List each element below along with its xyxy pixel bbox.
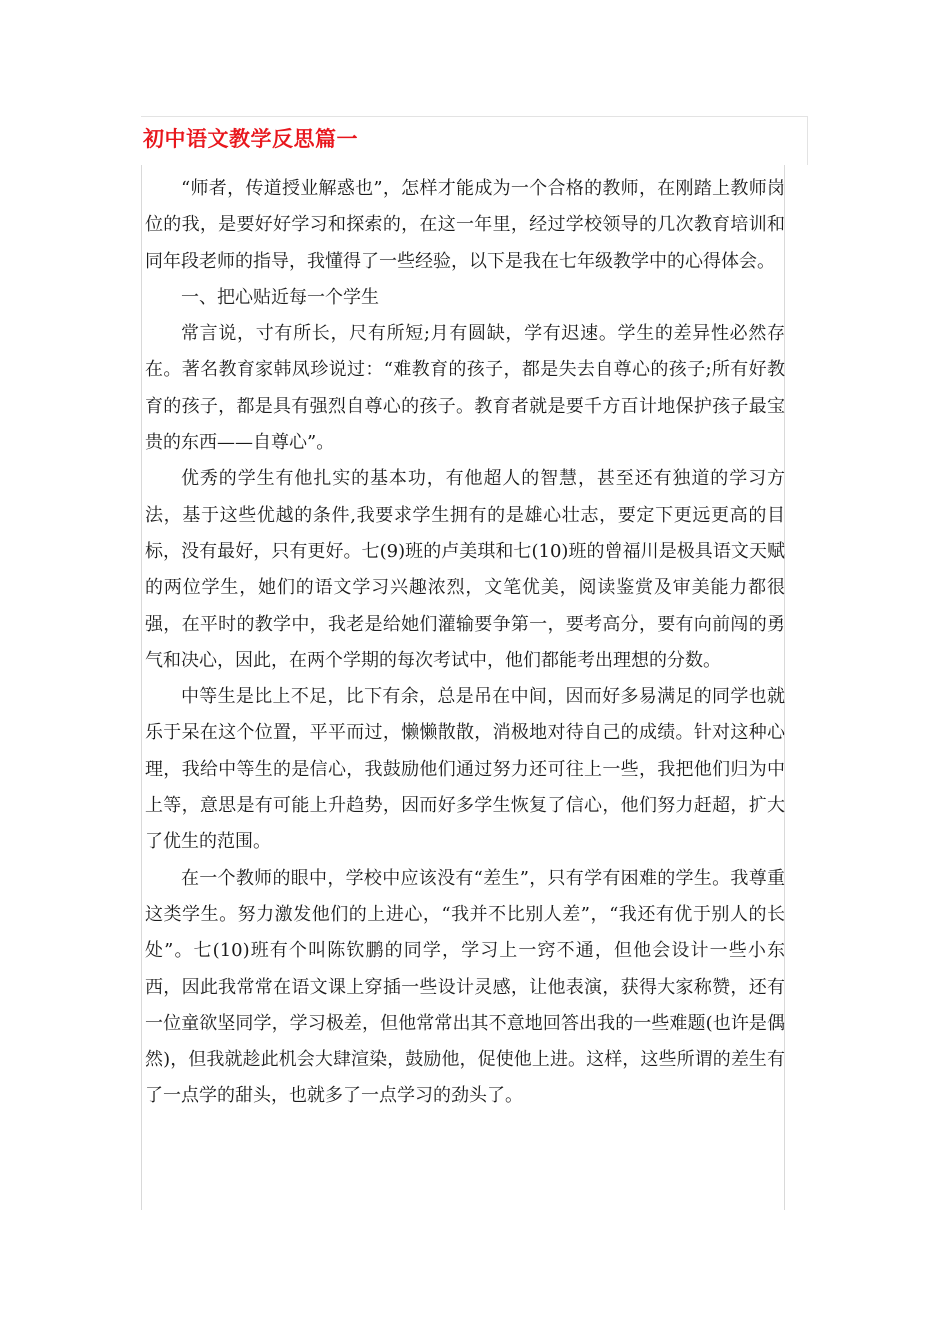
paragraph-struggling-students: 在一个教师的眼中，学校中应该没有“差生”，只有学有困难的学生。我尊重这类学生。努力激发他们的上进心，“我并不比别人差”，“我还有优于别人的长处”。七(10)班有个叫陈钦鹏的同学，学习上一窍不通，但他会设计一些小东西，因此我常常在语文课上穿插一些设计灵感，让他表演，获得大家称赞，还有一位童欲坚同学，学习极差，但他常常出其不意地回答出我的一些难题(也许是偶然)，但我就趁此机会大肆渲染，鼓励他，促使他上进。这样，这些所谓的差生有了一点学的甜头，也就多了一点学习的劲头了。 [145,867,785,1107]
section-heading: 一、把心贴近每一个学生 [181,286,379,308]
paragraph-intro: “师者，传道授业解惑也”，怎样才能成为一个合格的教师，在刚踏上教师岗位的我，是要好好学习和探索的，在这一年里，经过学校领导的几次教育培训和同年段老师的指导，我懂得了一些经验，以下是我在七年级教学中的心得体会。 [145,178,785,272]
document-title: 初中语文教学反思篇一 [143,126,358,151]
paragraph-middle-students: 中等生是比上不足，比下有余，总是吊在中间，因而好多易满足的同学也就乐于呆在这个位置，平平而过，懒懒散散，消极地对待自己的成绩。针对这种心理，我给中等生的是信心，我鼓励他们通过努力还可往上一些，我把他们归为中上等，意思是有可能上升趋势，因而好多学生恢复了信心，他们努力赶超，扩大了优生的范围。 [145,686,785,853]
paragraph-self-esteem: 常言说，寸有所长，尺有所短;月有圆缺，学有迟速。学生的差异性必然存在。著名教育家韩凤珍说过：“难教育的孩子，都是失去自尊心的孩子;所有好教育的孩子，都是具有强烈自尊心的孩子。教育者就是要千方百计地保护孩子最宝贵的东西——自尊心”。 [145,323,785,454]
paragraph-top-students: 优秀的学生有他扎实的基本功，有他超人的智慧，甚至还有独道的学习方法，基于这些优越的条件,我要求学生拥有的是雄心壮志，要定下更远更高的目标，没有最好，只有更好。七(9)班的卢美琪和七(10)班的曾福川是极具语文天赋的两位学生，她们的语文学习兴趣浓烈，文笔优美，阅读鉴赏及审美能力都很强，在平时的教学中，我老是给她们灌输要争第一，要考高分，要有向前闯的勇气和决心，因此，在两个学期的每次考试中，他们都能考出理想的分数。 [145,468,785,671]
document-body [145,171,785,1115]
